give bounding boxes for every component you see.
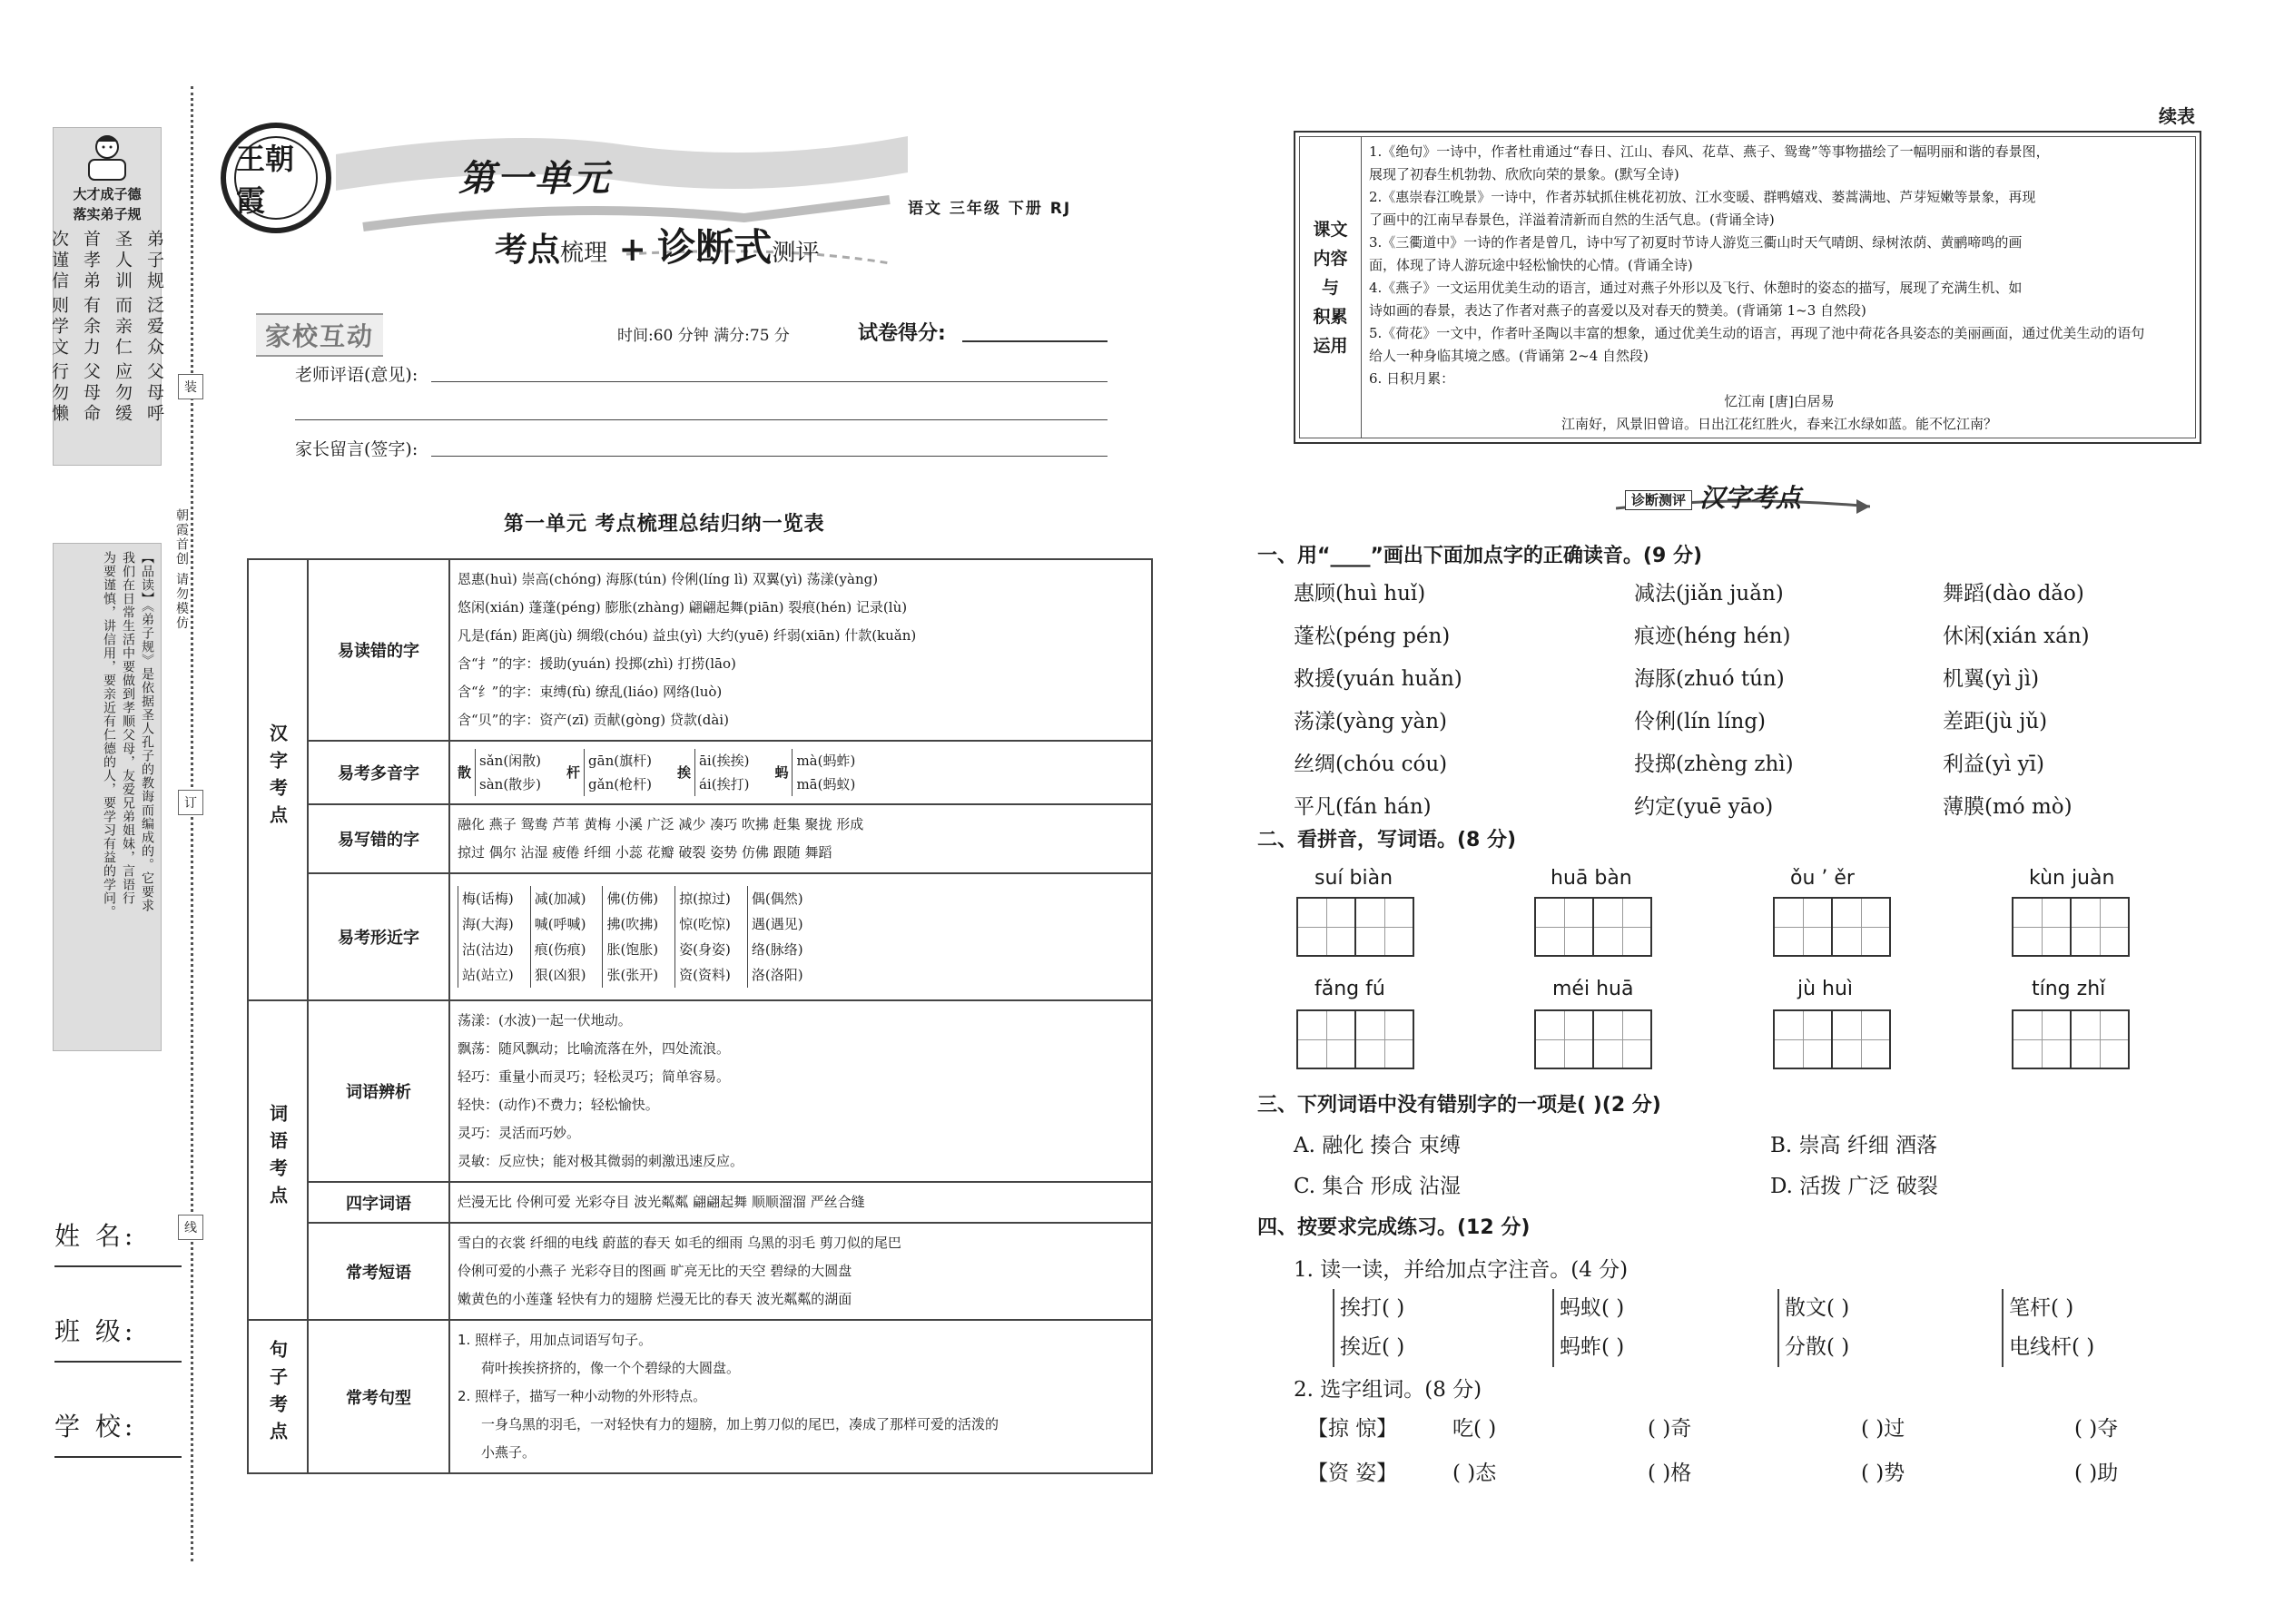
duoyin-char: 杆 bbox=[566, 764, 581, 781]
ref-line: 诗如画的春景，表达了作者对燕子的喜爱以及对春天的赞美。(背诵第 1~3 自然段) bbox=[1369, 302, 1866, 319]
duoyin-reading: āi(挨挨) bbox=[698, 753, 750, 769]
tianzige-answer[interactable] bbox=[1536, 897, 1652, 957]
verse-col: 弟子规 bbox=[144, 230, 164, 292]
cut-mark-xian: 线 bbox=[178, 1215, 203, 1240]
label-part: 运用 bbox=[1313, 335, 1348, 356]
parent-comment-line[interactable] bbox=[431, 456, 1108, 457]
tianzige-answer[interactable] bbox=[1775, 897, 1891, 957]
question-3-heading: 三、下列词语中没有错别字的一项是( )(2 分) bbox=[1257, 1094, 1661, 1117]
tianzige-answer[interactable] bbox=[1298, 1009, 1414, 1069]
diagnostic-title: 汉字考点 bbox=[1699, 483, 1802, 513]
ref-line: 展现了初春生机勃勃、欣欣向荣的景象。(默写全诗) bbox=[1369, 166, 1679, 182]
duoyin-char: 蚂 bbox=[774, 764, 789, 781]
duoyin-reading: mā(蚂蚁) bbox=[796, 776, 856, 792]
paper-subtitle bbox=[495, 218, 819, 272]
verse-col: 应勿缓 bbox=[113, 362, 133, 425]
text-line: 雪白的衣裳 纤细的电线 蔚蓝的春天 如毛的细雨 乌黑的羽毛 剪刀似的尾巴 bbox=[458, 1235, 901, 1251]
category-label: 句子考点 bbox=[266, 1340, 289, 1449]
word-choice-pair: 【掠 惊】 bbox=[1307, 1417, 1398, 1441]
diagnostic-banner bbox=[1625, 478, 1801, 515]
ref-line: 给人一种身临其境之感。(背诵第 2~4 自然段) bbox=[1369, 348, 1649, 364]
verse-col: 则学文 bbox=[49, 296, 69, 359]
juxing-content bbox=[449, 1320, 1152, 1473]
option-d[interactable]: D. 活拨 广泛 破裂 bbox=[1770, 1175, 1938, 1198]
word-choice-grid bbox=[1307, 1412, 2188, 1486]
xingjin-item: 减(加减) bbox=[534, 891, 586, 907]
text-line: 2. 照样子，描写一种小动物的外形特点。 bbox=[458, 1388, 707, 1404]
reading-item[interactable]: 机翼(yì jì) bbox=[1943, 667, 2040, 691]
xingjin-col bbox=[674, 886, 731, 988]
pinyin-label: ǒu ’ ěr bbox=[1790, 867, 1855, 890]
xingjin-item: 资(资料) bbox=[679, 967, 731, 983]
verse-col: 父母命 bbox=[81, 362, 101, 425]
motto-line-2: 落实弟子规 bbox=[73, 206, 142, 222]
xingjin-item: 站(站立) bbox=[462, 967, 514, 983]
row-label: 常考句型 bbox=[308, 1320, 449, 1473]
xingjin-item: 佛(仿佛) bbox=[606, 891, 659, 907]
score-label: 试卷得分: bbox=[858, 322, 946, 345]
xingjin-item: 拂(吹拂) bbox=[606, 916, 659, 932]
text-line: 飘荡：随风飘动；比喻流落在外，四处流浪。 bbox=[458, 1040, 731, 1057]
motto-line-1: 大才成子德 bbox=[73, 186, 142, 202]
verse-col: 首孝弟 bbox=[81, 230, 101, 292]
reading-item[interactable]: 薄膜(mó mò) bbox=[1943, 795, 2072, 819]
duoyin-reading: ái(挨打) bbox=[698, 776, 750, 792]
question-1-items bbox=[1294, 576, 2156, 820]
annotate-item[interactable]: 散文( ) bbox=[1785, 1296, 1850, 1320]
duoyin-group bbox=[677, 749, 749, 796]
pinyin-label: suí biàn bbox=[1314, 867, 1393, 890]
reading-item[interactable]: 伶俐(lín líng) bbox=[1634, 710, 1767, 733]
cut-mark-ding: 订 bbox=[178, 790, 203, 815]
row-label: 易写错的字 bbox=[308, 804, 449, 873]
xingjin-item: 狠(凶狠) bbox=[534, 967, 586, 983]
text-line: 嫩黄色的小莲蓬 轻快有力的翅膀 烂漫无比的春天 波光粼粼的湖面 bbox=[458, 1291, 852, 1307]
row-label: 常考短语 bbox=[308, 1223, 449, 1320]
question-2-heading: 二、看拼音，写词语。(8 分) bbox=[1257, 829, 1517, 851]
annotate-item[interactable]: 蚂蚁( ) bbox=[1560, 1296, 1625, 1320]
row-label: 词语辨析 bbox=[308, 1000, 449, 1182]
bianxi-content bbox=[449, 1000, 1152, 1182]
verse-col: 父母呼 bbox=[144, 362, 164, 425]
text-line: 灵敏：反应快；能对极其微弱的刺激迅速反应。 bbox=[458, 1153, 744, 1169]
reading-item[interactable]: 荡漾(yàng yàn) bbox=[1294, 710, 1448, 733]
ref-line: 5.《荷花》一文中，作者叶圣陶以丰富的想象，通过优美生动的语言，再现了池中荷花各具姿态的美丽画面，通过优美生动的语句 bbox=[1369, 325, 2145, 341]
question-4-2-heading: 2. 选字组词。(8 分) bbox=[1294, 1378, 1482, 1402]
xingjin-item: 络(脉络) bbox=[751, 941, 803, 958]
pinyin-label: tíng zhǐ bbox=[2032, 978, 2106, 1000]
note-col: 为要谨慎，讲信用，要亲近有仁德的人，要学习有益的学问。 bbox=[102, 551, 116, 919]
yixie-content bbox=[449, 804, 1152, 873]
xingjin-item: 张(张开) bbox=[606, 967, 659, 983]
ref-line: 面，体现了诗人游玩途中轻松愉快的心情。(背诵全诗) bbox=[1369, 257, 1693, 273]
verse-col: 有余力 bbox=[81, 296, 101, 359]
row-label: 易读错的字 bbox=[308, 559, 449, 741]
row-label: 易考形近字 bbox=[308, 873, 449, 1000]
xingjin-item: 姿(身姿) bbox=[679, 941, 731, 958]
ref-line: 2.《惠崇春江晚景》一诗中，作者苏轼抓住桃花初放、江水变暖、群鸭嬉戏、蒌蒿满地、芦芽短嫩等景象，再现 bbox=[1369, 189, 2036, 205]
reading-item[interactable]: 利益(yì yī) bbox=[1943, 753, 2044, 776]
annotate-group bbox=[2002, 1289, 2094, 1367]
reading-item[interactable]: 海豚(zhuó tún) bbox=[1634, 667, 1785, 691]
row-label: 易考多音字 bbox=[308, 741, 449, 804]
brand-logo bbox=[221, 123, 331, 233]
text-line: 轻快：(动作)不费力；轻松愉快。 bbox=[458, 1097, 659, 1113]
pinyin-label: kùn juàn bbox=[2029, 867, 2115, 890]
subtitle-part: 考点 bbox=[495, 231, 561, 269]
xingjin-item: 喊(呼喊) bbox=[534, 916, 586, 932]
duoyin-reading: sǎn(闲散) bbox=[479, 753, 542, 769]
reading-item[interactable]: 痕迹(héng hén) bbox=[1634, 625, 1791, 648]
category-label: 词语考点 bbox=[266, 1103, 289, 1213]
duoyin-reading: gǎn(枪杆) bbox=[588, 776, 652, 792]
verse-col: 而亲仁 bbox=[113, 296, 133, 359]
school-field[interactable]: 学 校: bbox=[54, 1407, 182, 1458]
option-c[interactable]: C. 集合 形成 沾湿 bbox=[1294, 1175, 1462, 1198]
home-school-banner: 家校互动 bbox=[256, 313, 383, 357]
text-line: 伶俐可爱的小燕子 光彩夺目的图画 旷亮无比的天空 碧绿的大圆盘 bbox=[458, 1263, 852, 1279]
duoyin-group bbox=[566, 749, 652, 796]
reading-item[interactable]: 蓬松(péng pén) bbox=[1294, 625, 1451, 648]
label-part: 积累 bbox=[1313, 306, 1348, 327]
copyright-note: 朝霞首创 请勿模仿 bbox=[174, 508, 189, 631]
teacher-comment-line[interactable] bbox=[431, 381, 1108, 382]
cut-mark-zhuang: 装 bbox=[178, 374, 203, 399]
text-line: 含“扌”的字：援助(yuán) 投掷(zhì) 打捞(lāo) bbox=[458, 655, 736, 672]
xingjin-item: 偶(偶然) bbox=[751, 891, 803, 907]
xingjin-item: 惊(吃惊) bbox=[679, 916, 731, 932]
tianzige-answer[interactable] bbox=[2013, 897, 2130, 957]
scholar-portrait-icon bbox=[80, 131, 134, 182]
subtitle-part: 测评 bbox=[772, 240, 820, 267]
text-line: 恩惠(huì) 崇高(chóng) 海豚(tún) 伶俐(líng lì) 双翼(yì) 荡漾(yàng) bbox=[458, 571, 879, 587]
pinyin-label: méi huā bbox=[1552, 978, 1634, 1000]
xingjin-col bbox=[458, 886, 514, 988]
poem-title: 忆江南 [唐]白居易 bbox=[1724, 393, 1835, 409]
text-line: 荡漾：(水波)一起一伏地动。 bbox=[458, 1012, 632, 1029]
xingjin-item: 梅(话梅) bbox=[462, 891, 514, 907]
verse-col: 泛爱众 bbox=[144, 296, 164, 359]
duoyin-char: 散 bbox=[458, 764, 472, 781]
duoyin-content bbox=[449, 741, 1152, 804]
tianzige-answer[interactable] bbox=[1298, 897, 1414, 957]
reading-item[interactable]: 投掷(zhèng zhì) bbox=[1634, 753, 1794, 776]
label-part: 课文 bbox=[1313, 219, 1348, 240]
name-field[interactable]: 姓 名: bbox=[54, 1216, 182, 1267]
class-field[interactable]: 班 级: bbox=[54, 1312, 182, 1363]
note-col: 【品读】《弟子规》是依据圣人孔子的教诲而编成的。它要求 bbox=[140, 551, 154, 912]
tianzige-answer[interactable] bbox=[2013, 1009, 2130, 1069]
category-ciyu bbox=[248, 1000, 308, 1320]
summary-table bbox=[247, 558, 1153, 1474]
verse-col: 圣人训 bbox=[113, 230, 133, 292]
pinyin-label: huā bàn bbox=[1551, 867, 1632, 890]
xingjin-item: 痕(伤痕) bbox=[534, 941, 586, 958]
annotate-group bbox=[1777, 1289, 1849, 1367]
grade-tag: 语文 三年级 下册 RJ bbox=[908, 200, 1072, 218]
annotate-item[interactable]: 分散( ) bbox=[1785, 1335, 1850, 1359]
text-content-box bbox=[1294, 131, 2201, 444]
tianzige-answer[interactable] bbox=[1775, 1009, 1891, 1069]
word-choice-blank[interactable]: ( )势 bbox=[1861, 1462, 1905, 1485]
option-a[interactable]: A. 融化 揍合 束缚 bbox=[1294, 1134, 1461, 1157]
row-label: 四字词语 bbox=[308, 1182, 449, 1223]
word-choice-pair: 【资 姿】 bbox=[1307, 1462, 1398, 1485]
note-col: 我们在日常生活中要做到孝顺父母，友爱兄弟姐妹，言语行 bbox=[121, 551, 135, 905]
word-choice-blank[interactable]: ( )格 bbox=[1648, 1462, 1692, 1485]
brand-logo-text: 王朝霞 bbox=[234, 136, 318, 220]
xingjin-col bbox=[747, 886, 803, 988]
annotate-item[interactable]: 笔杆( ) bbox=[2009, 1296, 2074, 1320]
score-input-line[interactable] bbox=[962, 340, 1108, 342]
text-line: 含“纟”的字：束缚(fù) 缭乱(liáo) 网络(luò) bbox=[458, 684, 723, 700]
word-choice-blank[interactable]: ( )助 bbox=[2074, 1462, 2119, 1485]
question-1-heading: 一、用“____”画出下面加点字的正确读音。(9 分) bbox=[1257, 545, 1702, 567]
xingjin-col bbox=[602, 886, 658, 988]
subtitle-part: 诊断式 bbox=[657, 225, 773, 270]
reading-item[interactable]: 平凡(fán hán) bbox=[1294, 795, 1432, 819]
duoyin-group bbox=[458, 749, 541, 796]
yidu-content bbox=[449, 559, 1152, 741]
word-choice-blank[interactable]: ( )态 bbox=[1452, 1462, 1497, 1485]
category-hanzi bbox=[248, 559, 308, 1000]
annotate-item[interactable]: 蚂蚱( ) bbox=[1560, 1335, 1625, 1359]
xingjin-item: 洛(洛阳) bbox=[751, 967, 803, 983]
annotate-item[interactable]: 挨打( ) bbox=[1340, 1296, 1405, 1320]
subtitle-plus: + bbox=[618, 231, 646, 269]
parent-comment-label: 家长留言(签字): bbox=[295, 439, 418, 459]
duoyin-reading: mà(蚂蚱) bbox=[796, 753, 856, 769]
text-line: 融化 燕子 鸳鸯 芦苇 黄梅 小溪 广泛 减少 凑巧 吹拂 赶集 聚拢 形成 bbox=[458, 816, 864, 832]
xingjin-item: 遇(遇见) bbox=[751, 916, 803, 932]
sizi-content bbox=[449, 1182, 1152, 1223]
text-line: 灵巧：灵活而巧妙。 bbox=[458, 1125, 581, 1141]
annotate-group bbox=[1552, 1289, 1624, 1367]
annotate-item[interactable]: 挨近( ) bbox=[1340, 1335, 1405, 1359]
text-line: 1. 照样子，用加点词语写句子。 bbox=[458, 1332, 653, 1348]
ref-line: 3.《三衢道中》一诗的作者是曾几，诗中写了初夏时节诗人游览三衢山时天气晴朗、绿树浓荫、黄鹂啼鸣的画 bbox=[1369, 234, 2023, 251]
reading-item[interactable]: 丝绸(chóu cóu) bbox=[1294, 753, 1448, 776]
text-line: 烂漫无比 伶俐可爱 光彩夺目 波光粼粼 翩翩起舞 顺顺溜溜 严丝合缝 bbox=[458, 1194, 865, 1210]
diagnostic-tag: 诊断测评 bbox=[1625, 490, 1692, 510]
reading-item[interactable]: 救援(yuán huǎn) bbox=[1294, 667, 1462, 691]
reading-item[interactable]: 减法(jiǎn juǎn) bbox=[1634, 582, 1784, 605]
text-content-label bbox=[1300, 137, 1362, 438]
reading-item[interactable]: 约定(yuē yāo) bbox=[1634, 795, 1774, 819]
duoyin-reading: sàn(散步) bbox=[479, 776, 542, 792]
verse-col: 次谨信 bbox=[49, 230, 69, 292]
text-line: 小燕子。 bbox=[481, 1444, 537, 1461]
reading-item[interactable]: 惠顾(huì huǐ) bbox=[1294, 582, 1426, 605]
text-content-body bbox=[1369, 141, 2190, 436]
ref-line: 了画中的江南早春景色，洋溢着清新而自然的生活气息。(背诵全诗) bbox=[1369, 212, 1775, 228]
motto-box bbox=[49, 127, 164, 466]
reading-item[interactable]: 休闲(xián xán) bbox=[1943, 625, 2090, 648]
dizigui-verse bbox=[49, 224, 164, 465]
text-line: 悠闲(xián) 蓬蓬(péng) 膨胀(zhàng) 翩翩起舞(piān) 裂痕(hén) 记录(lù) bbox=[458, 599, 908, 615]
pinyin-label: jù huì bbox=[1797, 978, 1854, 1000]
ref-line: 4.《燕子》一文运用优美生动的语言，通过对燕子外形以及飞行、休憩时的姿态的描写，展现了充满生机、如 bbox=[1369, 280, 2023, 296]
teacher-comment-label: 老师评语(意见): bbox=[295, 365, 418, 385]
unit-title: 第一单元 bbox=[458, 157, 611, 200]
xingjin-item: 掠(掠过) bbox=[679, 891, 731, 907]
text-line: 一身乌黑的羽毛，一对轻快有力的翅膀，加上剪刀似的尾巴，凑成了那样可爱的活泼的 bbox=[481, 1416, 999, 1432]
tianzige-answer[interactable] bbox=[1536, 1009, 1652, 1069]
option-b[interactable]: B. 崇高 纤细 酒落 bbox=[1770, 1134, 1938, 1157]
duoyin-reading: gān(旗杆) bbox=[588, 753, 652, 769]
summary-table-caption: 第一单元 考点梳理总结归纳一览表 bbox=[504, 513, 825, 536]
xingjin-content bbox=[449, 873, 1152, 1000]
category-juzi bbox=[248, 1320, 308, 1473]
duoyin-group bbox=[774, 749, 855, 796]
annotate-item[interactable]: 电线杆( ) bbox=[2009, 1335, 2095, 1359]
category-label: 汉字考点 bbox=[266, 723, 289, 832]
word-choice-blank[interactable]: 吃( ) bbox=[1452, 1417, 1497, 1441]
xingjin-item: 胀(饱胀) bbox=[606, 941, 659, 958]
text-line: 掠过 偶尔 沾湿 疲倦 纤细 小蕊 花瓣 破裂 姿势 仿佛 跟随 舞蹈 bbox=[458, 844, 832, 861]
duoyin-char: 挨 bbox=[676, 764, 691, 781]
duanyu-content bbox=[449, 1223, 1152, 1320]
exam-time-info: 时间:60 分钟 满分:75 分 bbox=[617, 327, 790, 345]
label-part: 内容 bbox=[1313, 248, 1348, 269]
question-4-heading: 四、按要求完成练习。(12 分) bbox=[1257, 1216, 1531, 1239]
question-4-1-heading: 1. 读一读，并给加点字注音。(4 分) bbox=[1294, 1258, 1629, 1282]
continued-table-label: 续表 bbox=[2159, 105, 2195, 127]
annotate-group bbox=[1333, 1289, 1404, 1367]
label-part: 与 bbox=[1321, 277, 1339, 298]
pinyin-label: fǎng fú bbox=[1314, 978, 1385, 1000]
reading-note bbox=[53, 543, 162, 1051]
reading-item[interactable]: 舞蹈(dào dǎo) bbox=[1943, 582, 2084, 605]
text-line: 凡是(fán) 距离(jù) 绸缎(chóu) 益虫(yì) 大约(yuē) 纤弱(xiān) 什款(kuǎn) bbox=[458, 627, 917, 644]
teacher-comment-line-2[interactable] bbox=[295, 419, 1108, 420]
poem-text: 江南好，风景旧曾谙。日出江花红胜火，春来江水绿如蓝。能不忆江南？ bbox=[1561, 416, 1997, 432]
motto-portrait bbox=[54, 128, 161, 184]
binding-cut-line bbox=[191, 86, 193, 1561]
reading-item[interactable]: 差距(jù jǔ) bbox=[1943, 710, 2048, 733]
header-ribbon-decoration bbox=[327, 118, 926, 300]
text-line: 含“贝”的字：资产(zī) 贡献(gòng) 贷款(dài) bbox=[458, 712, 729, 728]
word-choice-blank[interactable]: ( )奇 bbox=[1648, 1417, 1692, 1441]
text-line: 荷叶挨挨挤挤的，像一个个碧绿的大圆盘。 bbox=[481, 1360, 741, 1376]
xingjin-col bbox=[530, 886, 586, 988]
verse-col: 行勿懒 bbox=[49, 362, 69, 425]
subtitle-part: 梳理 bbox=[560, 240, 608, 267]
ref-line: 1.《绝句》一诗中，作者杜甫通过“春日、江山、春风、花草、燕子、鸳鸯”等事物描绘了一幅明丽和谐的春景图， bbox=[1369, 143, 2050, 160]
xingjin-item: 海(大海) bbox=[462, 916, 514, 932]
text-line: 轻巧：重量小而灵巧；轻松灵巧；简单容易。 bbox=[458, 1068, 731, 1085]
xingjin-item: 沽(沽边) bbox=[462, 941, 514, 958]
word-choice-blank[interactable]: ( )夺 bbox=[2074, 1417, 2119, 1441]
word-choice-blank[interactable]: ( )过 bbox=[1861, 1417, 1905, 1441]
ref-line: 6. 日积月累： bbox=[1369, 370, 1455, 387]
